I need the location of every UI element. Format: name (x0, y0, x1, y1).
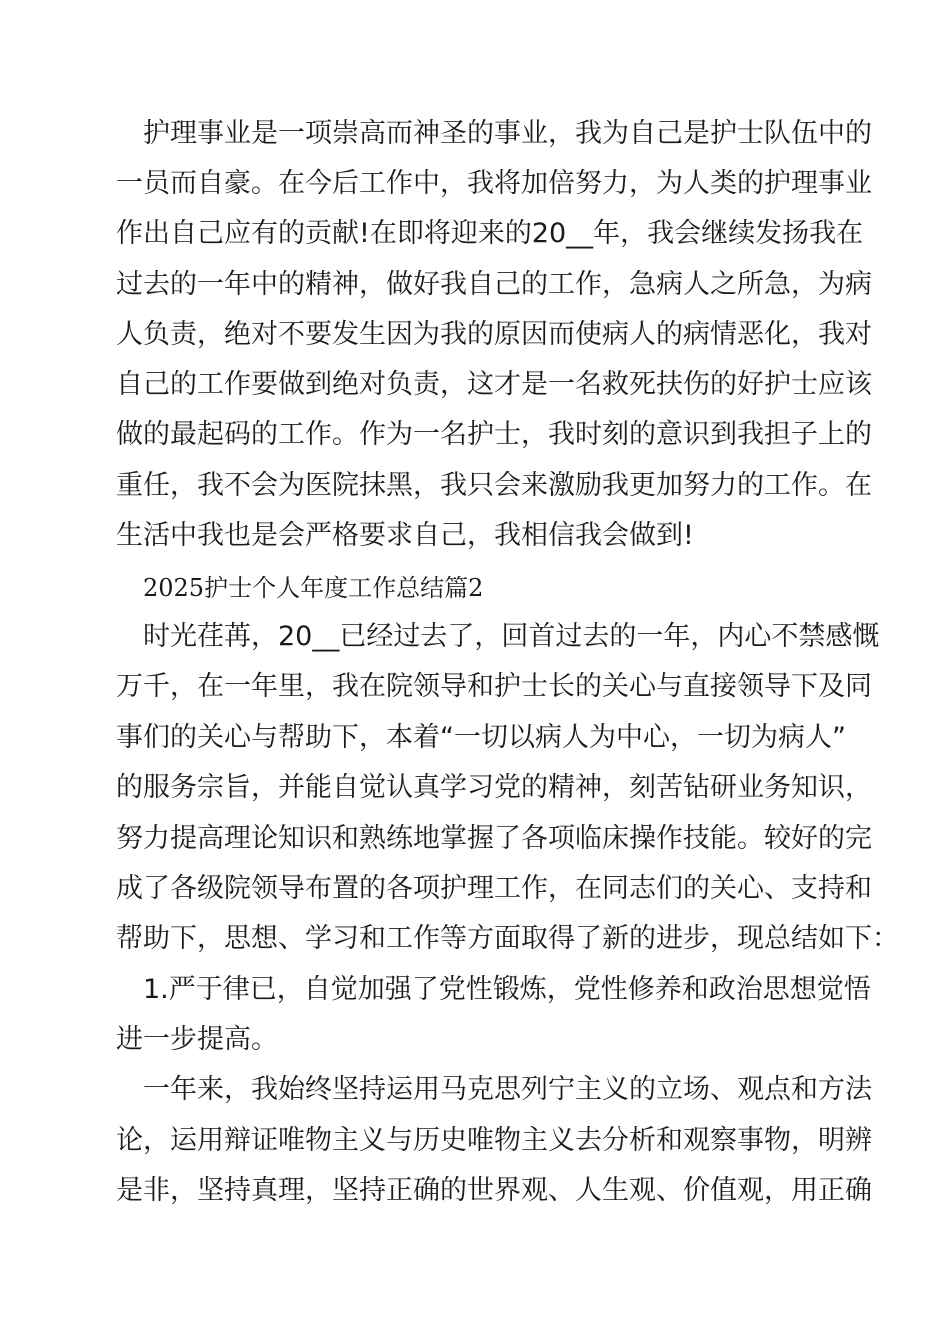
paragraph-line: 论，运用辩证唯物主义与历史唯物主义去分析和观察事物，明辨 (116, 1125, 872, 1156)
paragraph-line: 人负责，绝对不要发生因为我的原因而使病人的病情恶化，我对 (116, 319, 872, 350)
paragraph-line: 做的最起码的工作。作为一名护士，我时刻的意识到我担子上的 (116, 419, 872, 450)
paragraph-line: 努力提高理论知识和熟练地掌握了各项临床操作技能。较好的完 (116, 823, 872, 854)
paragraph-line: 帮助下，思想、学习和工作等方面取得了新的进步，现总结如下： (116, 923, 899, 954)
paragraph-line: 万千，在一年里，我在院领导和护士长的关心与直接领导下及同 (116, 671, 872, 702)
paragraph-line: 过去的一年中的精神，做好我自己的工作，急病人之所急，为病 (116, 269, 872, 300)
paragraph-line: 时光荏苒，20__已经过去了，回首过去的一年，内心不禁感慨 (143, 621, 880, 652)
paragraph-line: 生活中我也是会严格要求自己，我相信我会做到! (116, 520, 694, 551)
paragraph-line: 作出自己应有的贡献!在即将迎来的20__年，我会继续发扬我在 (116, 218, 864, 249)
paragraph-line: 一员而自豪。在今后工作中，我将加倍努力，为人类的护理事业 (116, 168, 872, 199)
section-heading: 2025护士个人年度工作总结篇2 (143, 574, 484, 602)
list-item-line: 1.严于律已，自觉加强了党性锻炼，党性修养和政治思想觉悟 (143, 974, 871, 1005)
paragraph-line: 重任，我不会为医院抹黑，我只会来激励我更加努力的工作。在 (116, 470, 872, 501)
paragraph-line: 一年来，我始终坚持运用马克思列宁主义的立场、观点和方法 (143, 1074, 872, 1105)
paragraph-line: 进一步提高。 (116, 1024, 278, 1055)
paragraph-line: 的服务宗旨，并能自觉认真学习党的精神，刻苦钻研业务知识， (116, 772, 872, 803)
paragraph-line: 护理事业是一项崇高而神圣的事业，我为自己是护士队伍中的 (143, 118, 872, 149)
paragraph-line: 自己的工作要做到绝对负责，这才是一名救死扶伤的好护士应该 (116, 369, 872, 400)
paragraph-line: 是非，坚持真理，坚持正确的世界观、人生观、价值观，用正确 (116, 1175, 872, 1206)
paragraph-line: 事们的关心与帮助下，本着“一切以病人为中心，一切为病人” (116, 722, 846, 753)
paragraph-line: 成了各级院领导布置的各项护理工作，在同志们的关心、支持和 (116, 873, 872, 904)
